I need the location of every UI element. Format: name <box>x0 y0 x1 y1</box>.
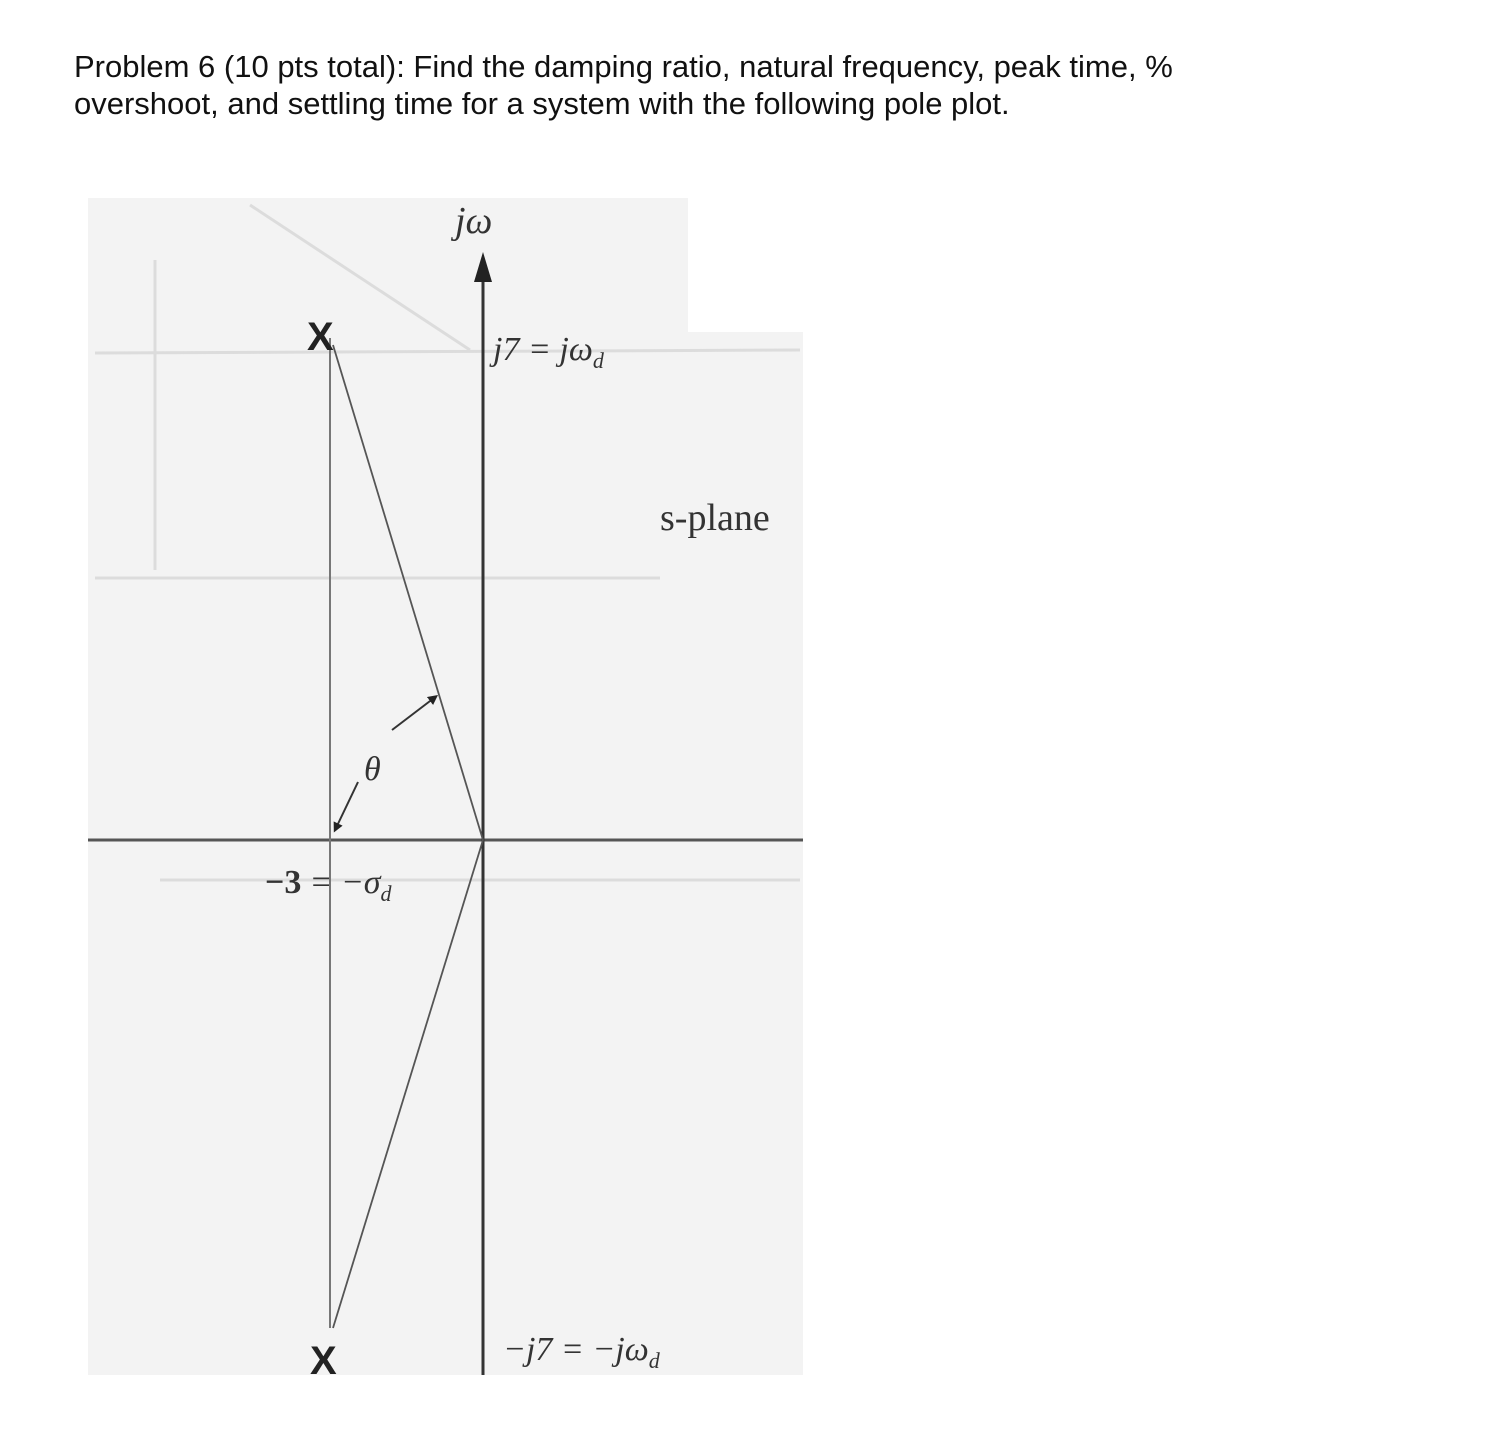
upper-pole-marker: X <box>307 315 334 359</box>
angle-label: θ <box>364 751 381 788</box>
lower-pole-label: $-j7 = -j\omega_d$ <box>503 1331 660 1373</box>
imaginary-axis-label: jω <box>455 200 493 242</box>
problem-line-1: Problem 6 (10 pts total): Find the damping ratio, natural frequency, peak time, % <box>74 49 1173 84</box>
figure-background <box>88 198 803 1375</box>
real-part-label: $-3 = -\sigma_d$ <box>265 864 392 906</box>
s-plane-label: s-plane <box>660 497 770 539</box>
problem-line-2: overshoot, and settling time for a system with the following pole plot. <box>74 86 1010 121</box>
upper-pole-label: $j7 = j\omega_d$ <box>493 331 604 373</box>
lower-pole-marker: X <box>310 1339 337 1383</box>
